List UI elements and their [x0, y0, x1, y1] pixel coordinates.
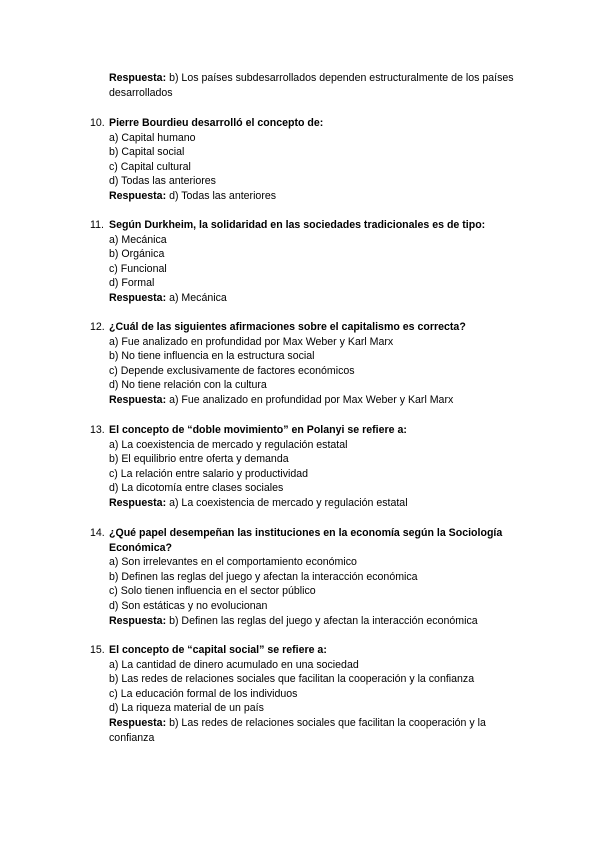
question-text: Pierre Bourdieu desarrolló el concepto de:	[109, 117, 324, 129]
answer-line	[109, 496, 550, 511]
option: c) La relación entre salario y productividad	[109, 467, 309, 480]
answer-label: Respuesta:	[109, 496, 167, 509]
option: c) Solo tienen influencia en el sector público	[109, 585, 316, 598]
answer-text: b) Los países subdesarrollados dependen estructuralmente de los países desarrollados	[109, 72, 514, 99]
option: d) La dicotomía entre clases sociales	[109, 482, 284, 495]
question-text: Según Durkheim, la solidaridad en las sociedades tradicionales es de tipo:	[109, 219, 486, 231]
question-10	[90, 116, 550, 204]
question-number: 12.	[90, 321, 105, 333]
option: a) Mecánica	[109, 233, 167, 246]
option: d) Son estáticas y no evolucionan	[109, 599, 268, 612]
question-text: El concepto de “doble movimiento” en Polanyi se refiere a:	[109, 424, 407, 436]
question-11	[90, 218, 550, 306]
answer-line	[109, 614, 550, 629]
option: c) La educación formal de los individuos	[109, 687, 298, 700]
question-13	[90, 423, 550, 511]
intro-answer	[109, 71, 529, 100]
question-text: ¿Qué papel desempeñan las instituciones en la economía según la Sociología Económica?	[109, 527, 503, 554]
answer-label: Respuesta:	[109, 291, 167, 304]
answer-label: Respuesta:	[109, 614, 167, 627]
option: c) Funcional	[109, 262, 167, 275]
answer-line	[109, 716, 529, 745]
option: d) La riqueza material de un país	[109, 702, 264, 715]
option: d) Todas las anteriores	[109, 175, 216, 188]
option: a) La coexistencia de mercado y regulación estatal	[109, 438, 348, 451]
option: b) El equilibrio entre oferta y demanda	[109, 453, 289, 466]
question-text: El concepto de “capital social” se refiere a:	[109, 644, 327, 656]
answer-text: a) Mecánica	[169, 291, 227, 304]
answer-line	[109, 393, 550, 408]
option: b) Orgánica	[109, 248, 165, 261]
answer-text: d) Todas las anteriores	[169, 189, 277, 202]
option: b) Las redes de relaciones sociales que facilitan la cooperación y la confianza	[109, 673, 475, 686]
question-15	[90, 643, 550, 745]
answer-text: a) La coexistencia de mercado y regulación estatal	[169, 496, 408, 509]
option: c) Capital cultural	[109, 160, 191, 173]
answer-line	[109, 291, 550, 306]
answer-label: Respuesta:	[109, 189, 167, 202]
option: a) Capital humano	[109, 131, 196, 144]
answer-text: b) Las redes de relaciones sociales que facilitan la cooperación y la confianza	[109, 716, 486, 744]
option: b) No tiene influencia en la estructura social	[109, 350, 315, 363]
option: a) Fue analizado en profundidad por Max Weber y Karl Marx	[109, 335, 394, 348]
question-number: 13.	[90, 424, 105, 436]
question-text: ¿Cuál de las siguientes afirmaciones sobre el capitalismo es correcta?	[109, 321, 466, 333]
question-number: 10.	[90, 117, 105, 129]
question-number: 15.	[90, 644, 105, 656]
question-number: 11.	[90, 219, 104, 231]
option: d) No tiene relación con la cultura	[109, 379, 267, 392]
question-14	[90, 526, 550, 628]
question-number: 14.	[90, 527, 105, 539]
option: c) Depende exclusivamente de factores económicos	[109, 364, 355, 377]
answer-label: Respuesta:	[109, 716, 167, 729]
option: a) Son irrelevantes en el comportamiento económico	[109, 556, 357, 569]
answer-line	[109, 189, 550, 204]
option: a) La cantidad de dinero acumulado en una sociedad	[109, 658, 359, 671]
option: b) Capital social	[109, 146, 185, 159]
answer-label: Respuesta:	[109, 72, 167, 84]
answer-text: b) Definen las reglas del juego y afectan la interacción económica	[169, 614, 478, 627]
question-12	[90, 320, 550, 408]
option: b) Definen las reglas del juego y afectan la interacción económica	[109, 570, 418, 583]
answer-label: Respuesta:	[109, 393, 167, 406]
answer-text: a) Fue analizado en profundidad por Max Weber y Karl Marx	[169, 393, 454, 406]
option: d) Formal	[109, 277, 155, 290]
